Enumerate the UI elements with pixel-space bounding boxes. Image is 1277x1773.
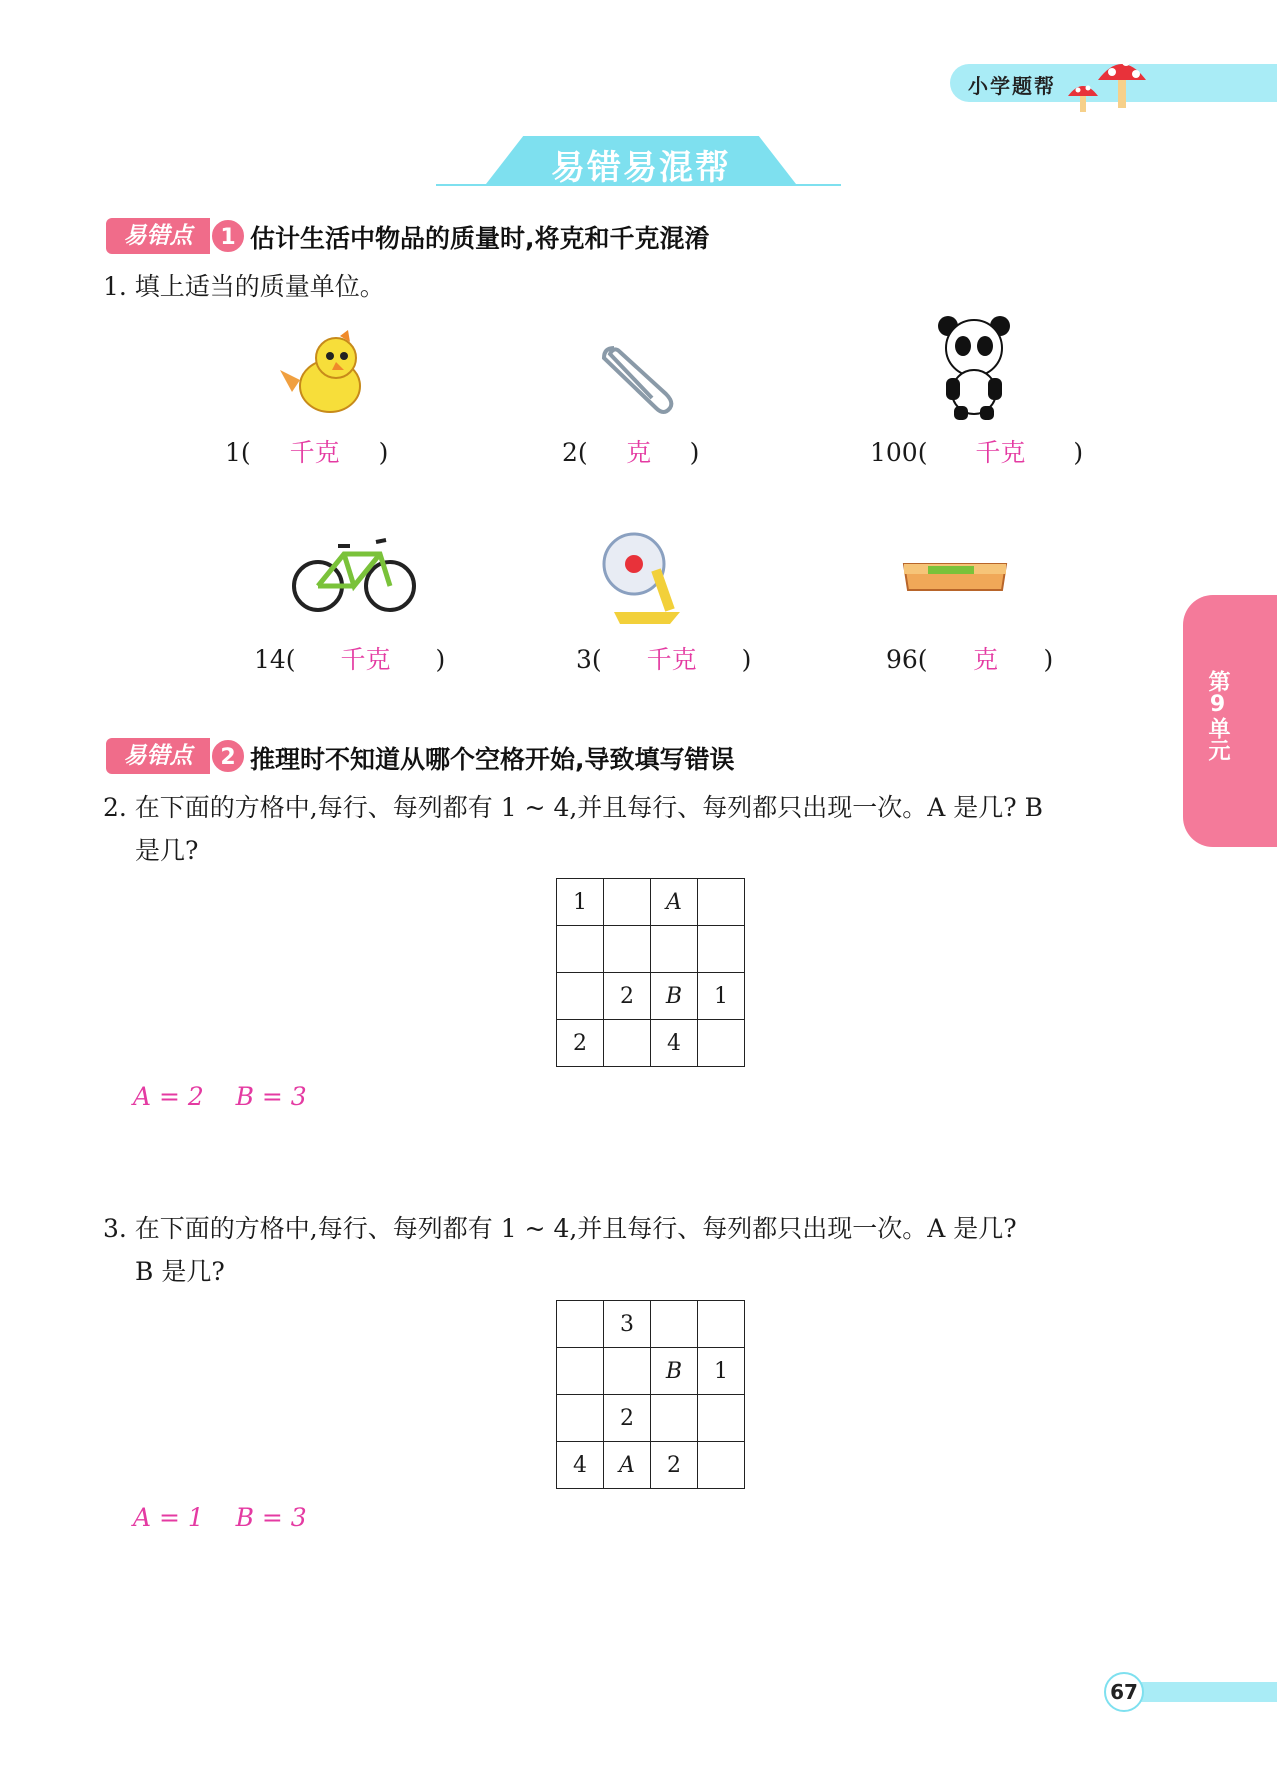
mistake-point-2-title: 推理时不知道从哪个空格开始,导致填写错误 <box>250 745 735 774</box>
answer-text: 克 <box>973 645 999 674</box>
close-paren: ) <box>741 645 752 674</box>
grid-cell <box>698 1395 745 1442</box>
grid-cell <box>557 1348 604 1395</box>
grid-cell: 1 <box>698 973 745 1020</box>
answer-text: 千克 <box>340 645 391 674</box>
grid-cell: 1 <box>557 879 604 926</box>
badge-label: 易错点 <box>106 218 210 254</box>
grid-cell <box>604 879 651 926</box>
page-number: 67 <box>1104 1672 1144 1712</box>
grid-cell: 4 <box>651 1020 698 1067</box>
badge-number: 2 <box>210 738 246 774</box>
question-3-answer: A = 1 B = 3 <box>133 1503 307 1532</box>
grid-cell: 3 <box>604 1301 651 1348</box>
chick-icon <box>278 330 370 422</box>
item-bicycle <box>254 640 445 676</box>
grid-cell <box>698 1442 745 1489</box>
mushroom-icon <box>1060 46 1148 116</box>
grid-cell: 2 <box>604 973 651 1020</box>
item-fan <box>576 640 751 676</box>
grid-cell <box>604 1348 651 1395</box>
close-paren: ) <box>1043 645 1054 674</box>
close-paren: ) <box>689 438 700 467</box>
question-2-line-1: 2. 在下面的方格中,每行、每列都有 1 ~ 4,并且每行、每列都只出现一次。A 是几? B <box>103 793 1044 822</box>
answer-text: 克 <box>626 438 652 467</box>
grid-cell: 2 <box>651 1442 698 1489</box>
grid-cell <box>698 879 745 926</box>
grid-cell: 2 <box>604 1395 651 1442</box>
bicycle-icon <box>292 526 416 614</box>
grid-cell <box>698 926 745 973</box>
close-paren: ) <box>1073 438 1084 467</box>
grid-cell: 1 <box>698 1348 745 1395</box>
mistake-badge-1 <box>106 218 246 254</box>
mistake-point-1-title: 估计生活中物品的质量时,将克和千克混淆 <box>250 224 710 253</box>
item-bird <box>225 433 388 469</box>
item-value: 2( <box>562 438 588 467</box>
question-3-line-1: 3. 在下面的方格中,每行、每列都有 1 ~ 4,并且每行、每列都只出现一次。A 是几? <box>103 1214 1017 1243</box>
grid-cell: 2 <box>557 1020 604 1067</box>
item-paperclip <box>562 433 699 469</box>
item-value: 14( <box>254 645 296 674</box>
grid-cell <box>604 926 651 973</box>
unit-label: 第9单元 <box>1205 670 1230 761</box>
grid-cell <box>557 1395 604 1442</box>
grid-cell <box>651 1301 698 1348</box>
question-3-grid <box>556 1300 745 1489</box>
grid-cell: 4 <box>557 1442 604 1489</box>
item-value: 3( <box>576 645 602 674</box>
paperclip-icon <box>594 338 674 418</box>
grid-cell <box>557 1301 604 1348</box>
item-pencil-case <box>886 640 1053 676</box>
question-2-line-2: 是几? <box>135 836 199 865</box>
mistake-badge-2 <box>106 738 246 774</box>
question-2-grid <box>556 878 745 1067</box>
item-value: 1( <box>225 438 251 467</box>
grid-cell <box>651 926 698 973</box>
question-2-answer: A = 2 B = 3 <box>133 1082 307 1111</box>
grid-cell <box>557 973 604 1020</box>
answer-text: 千克 <box>646 645 697 674</box>
question-3-prompt <box>103 1207 1183 1293</box>
item-value: 100( <box>870 438 928 467</box>
question-3-line-2: B 是几? <box>135 1257 225 1286</box>
question-2-prompt <box>103 786 1183 872</box>
answer-text: 千克 <box>289 438 340 467</box>
close-paren: ) <box>378 438 389 467</box>
grid-cell <box>604 1020 651 1067</box>
grid-cell <box>651 1395 698 1442</box>
electric-fan-icon <box>600 530 686 626</box>
grid-cell: B <box>651 1348 698 1395</box>
grid-cell: B <box>651 973 698 1020</box>
badge-number: 1 <box>210 218 246 254</box>
brand-label: 小学题帮 <box>968 74 1056 98</box>
pencil-case-icon <box>898 556 1012 596</box>
question-1-prompt: 1. 填上适当的质量单位。 <box>103 272 385 301</box>
answer-text: 千克 <box>975 438 1026 467</box>
grid-cell: A <box>604 1442 651 1489</box>
section-title: 易错易混帮 <box>551 148 731 188</box>
grid-cell: A <box>651 879 698 926</box>
item-value: 96( <box>886 645 928 674</box>
panda-icon <box>932 312 1018 422</box>
grid-cell <box>698 1301 745 1348</box>
item-panda <box>870 433 1083 469</box>
close-paren: ) <box>435 645 446 674</box>
badge-label: 易错点 <box>106 738 210 774</box>
grid-cell <box>557 926 604 973</box>
grid-cell <box>698 1020 745 1067</box>
